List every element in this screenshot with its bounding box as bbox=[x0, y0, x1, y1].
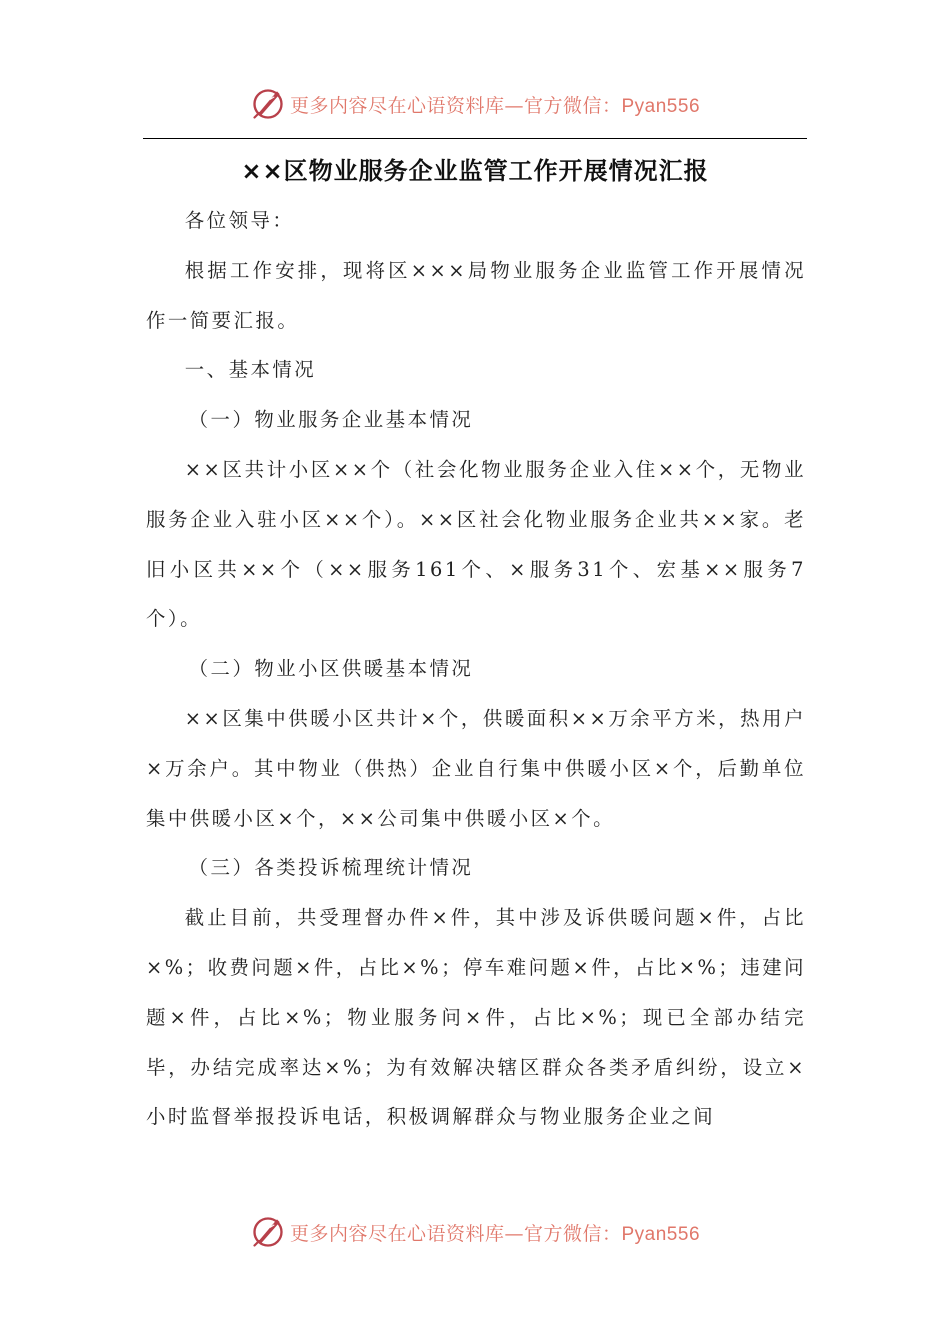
greeting: 各位领导： bbox=[184, 209, 295, 232]
subsection-body-2: ××区集中供暖小区共计×个，供暖面积××万余平方米，热用户×万余户。其中物业（供热）企业自行集中供暖小区×个，后勤单位集中供暖小区×个，××公司集中供暖小区×个。 bbox=[146, 706, 806, 830]
subsection-heading-1: （一）物业服务企业基本情况 bbox=[188, 408, 474, 432]
subsection-heading-3: （三）各类投诉梳理统计情况 bbox=[188, 856, 474, 880]
watermark-site-text: 更多内容尽在心语资料库 bbox=[289, 94, 505, 117]
header-divider bbox=[143, 138, 807, 139]
subsection-body-3: 截止目前，共受理督办件×件，其中涉及诉供暖问题×件，占比×%；收费问题×件，占比×%；停车难问题×件，占比×%；违建问题×件，占比×%；物业服务问×件，占比×%；现已全部办结完毕，办结完成率达×%；为有效解决辖区群众各类矛盾纠纷，设立×小时监督举报投诉电话，积极调解群众与物业服务企业之间 bbox=[146, 906, 806, 1129]
subsection-body-1: ××区共计小区××个（社会化物业服务企业入住××个，无物业服务企业入驻小区××个）。××区社会化物业服务企业共××家。老旧小区共××个（××服务161个、×服务31个、宏基××服务7个）。 bbox=[146, 457, 806, 631]
footer-watermark bbox=[0, 1212, 950, 1252]
section-heading-basic: 一、基本情况 bbox=[184, 358, 317, 382]
header-watermark bbox=[0, 84, 950, 124]
quill-pen-logo-icon bbox=[250, 86, 286, 122]
watermark-site-text: 更多内容尽在心语资料库 bbox=[289, 1222, 505, 1245]
document-body bbox=[146, 196, 806, 1142]
watermark-wechat-id: Pyan556 bbox=[621, 95, 701, 117]
watermark-wechat-label: 官方微信： bbox=[523, 94, 622, 117]
watermark-wechat-id: Pyan556 bbox=[621, 1223, 701, 1245]
intro-paragraph: 根据工作安排，现将区×××局物业服务企业监管工作开展情况作一简要汇报。 bbox=[146, 258, 806, 332]
quill-pen-logo-icon bbox=[250, 1214, 286, 1250]
watermark-dash: — bbox=[504, 1222, 524, 1245]
subsection-heading-2: （二）物业小区供暖基本情况 bbox=[188, 657, 474, 681]
watermark-wechat-label: 官方微信： bbox=[523, 1222, 622, 1245]
watermark-dash: — bbox=[504, 94, 524, 117]
document-title: ××区物业服务企业监管工作开展情况汇报 bbox=[241, 157, 709, 185]
